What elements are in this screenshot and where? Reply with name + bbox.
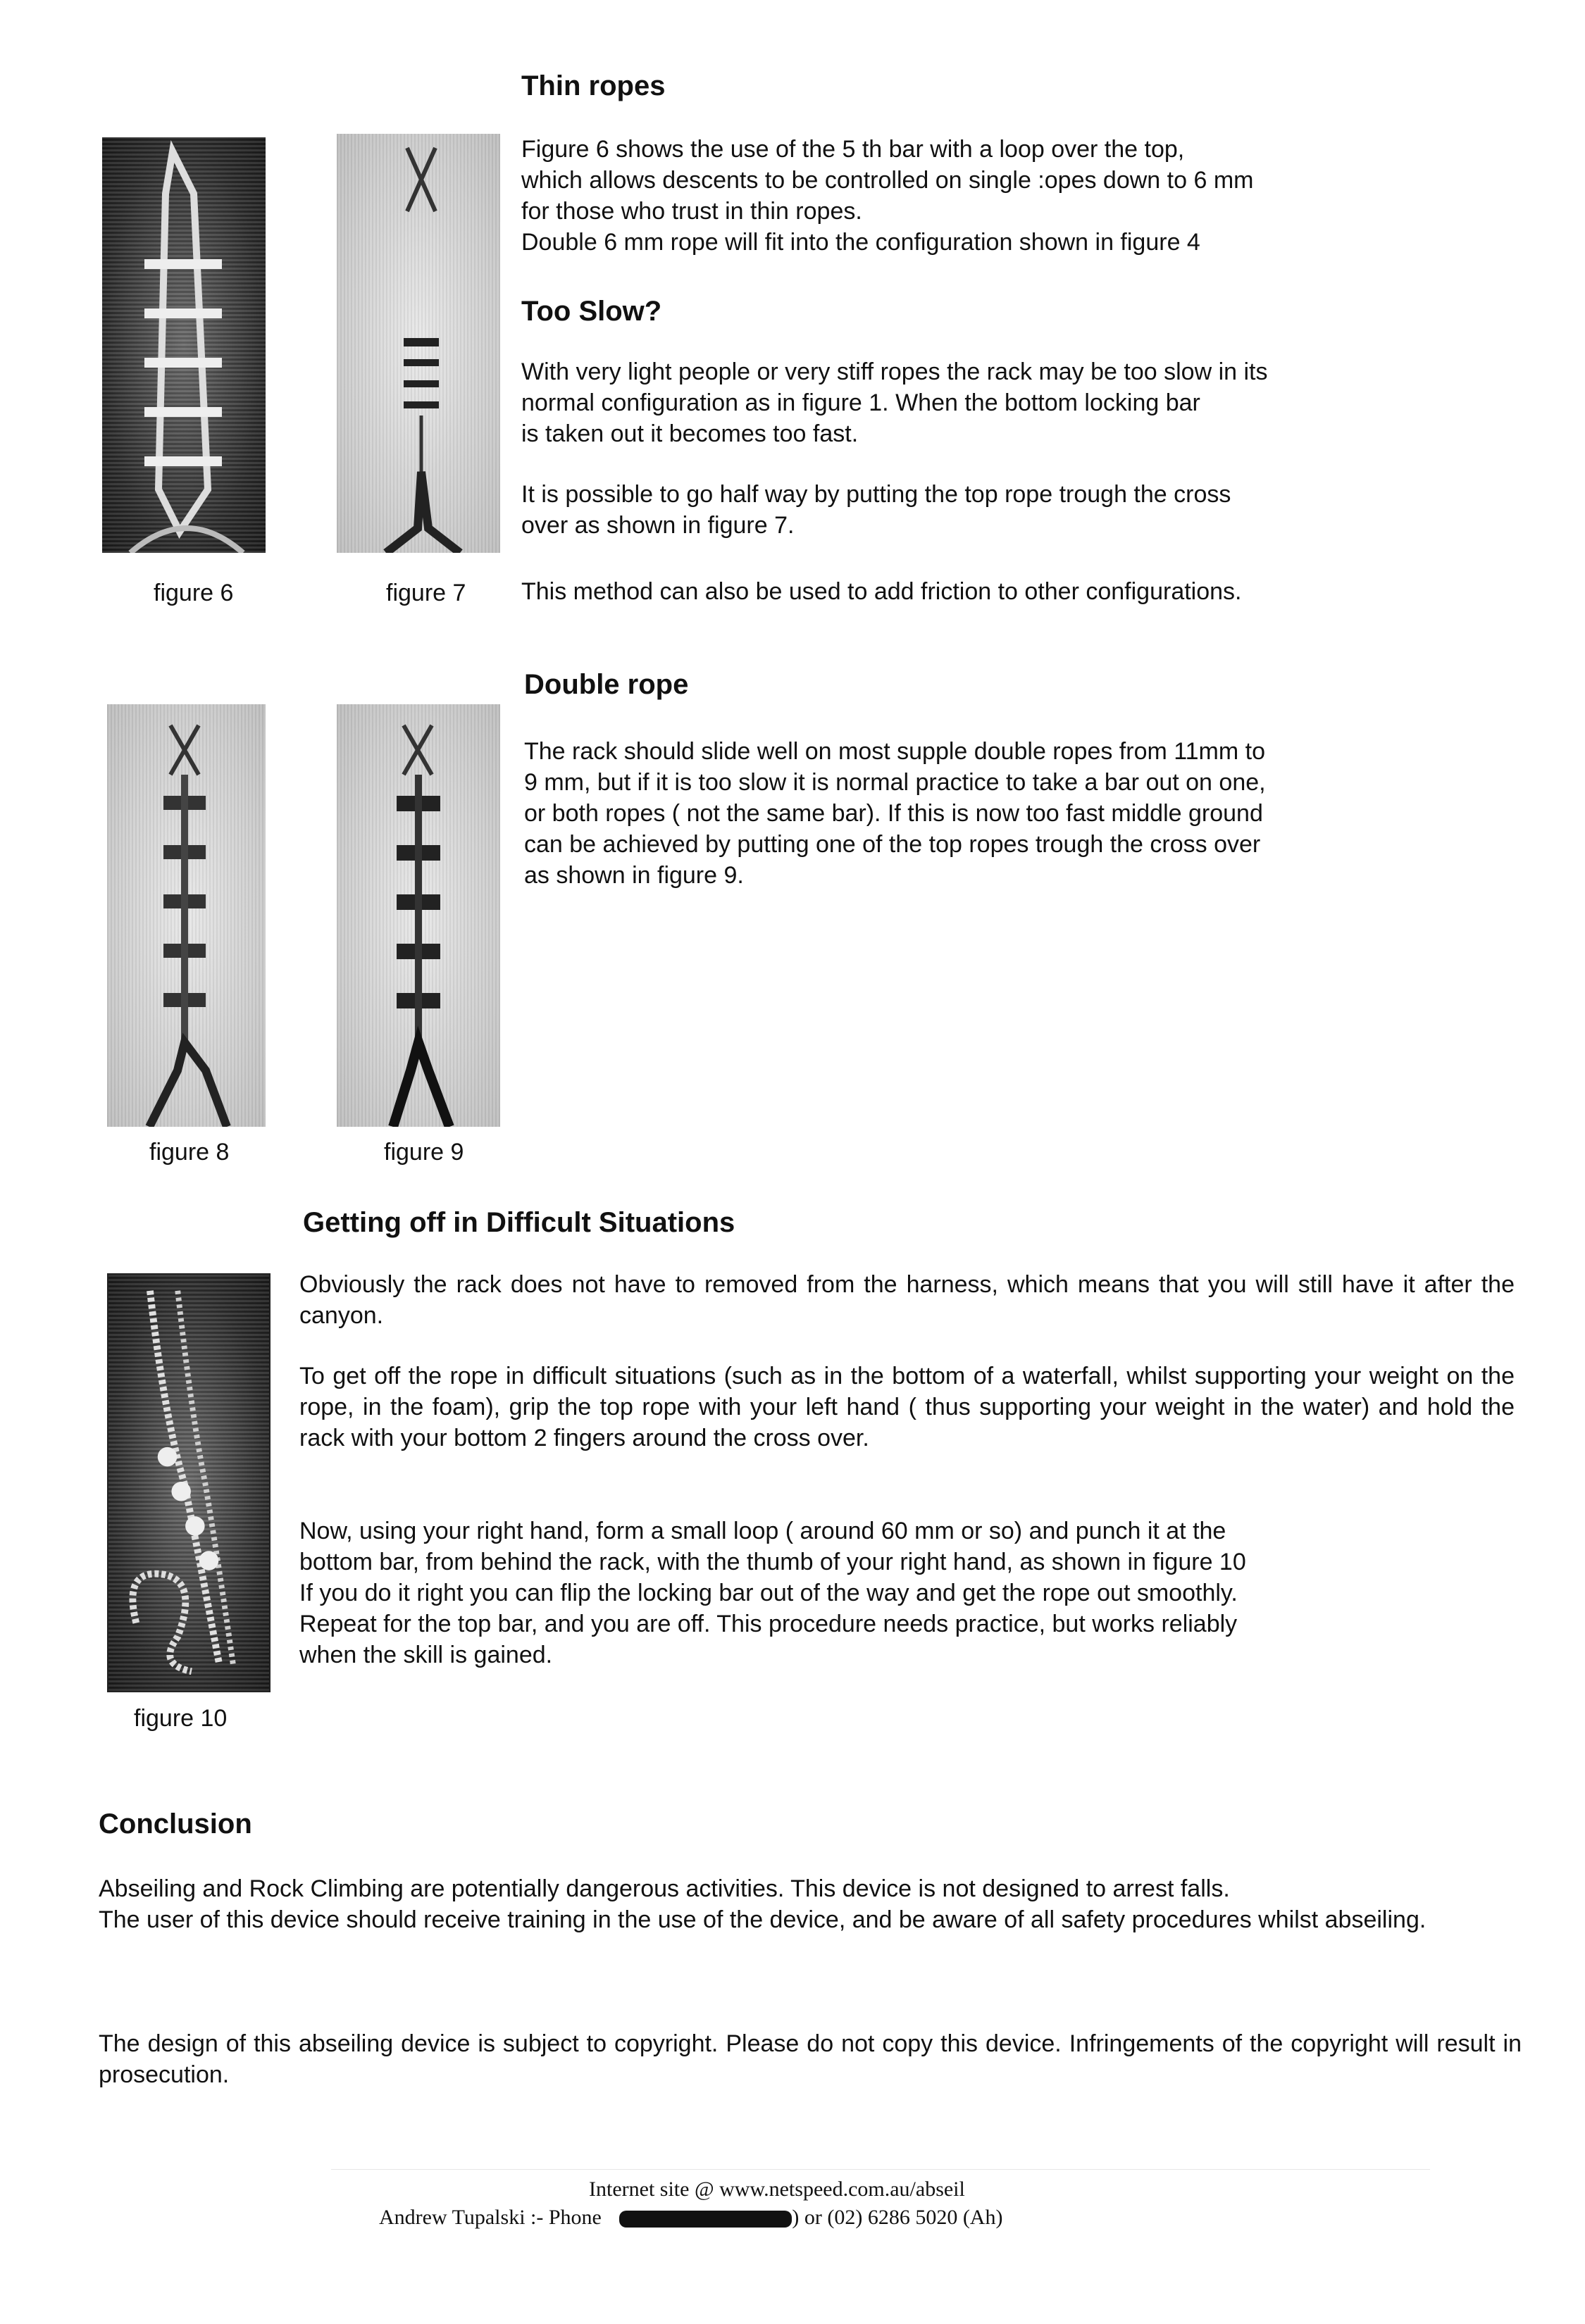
getting-off-para-2: [299, 1361, 1515, 1454]
redacted-phone: [619, 2211, 792, 2228]
too-slow-p1-line-1: With very light people or very stiff ropes the rack may be too slow in its: [521, 358, 1268, 385]
figure-10-caption: figure 10: [134, 1705, 228, 1732]
thin-ropes-text: [521, 134, 1253, 258]
footer-contact: [379, 2204, 1002, 2231]
conclusion-p2: The design of this abseiling device is subject to copyright. Please do not copy this device. Infringements of the copyright will result in prosecution.: [99, 2030, 1522, 2088]
conclusion-para-1: [99, 1873, 1522, 1904]
double-rope-text: [524, 736, 1266, 891]
heading-double-rope: Double rope: [524, 669, 689, 700]
too-slow-p2-line-2: over as shown in figure 7.: [521, 512, 795, 539]
getting-off-p3-line-4: Repeat for the top bar, and you are off. This procedure needs practice, but works reliably: [299, 1611, 1238, 1637]
rack-device-icon: [337, 134, 500, 553]
heading-getting-off: Getting off in Difficult Situations: [303, 1207, 735, 1238]
conclusion-para-1-rest: [99, 1904, 1522, 1935]
rack-device-icon: [107, 704, 266, 1127]
rack-device-icon: [337, 704, 500, 1127]
thin-ropes-line-2: which allows descents to be controlled on single :opes down to 6 mm: [521, 167, 1254, 194]
heading-too-slow: Too Slow?: [521, 296, 662, 327]
footer-rule: [331, 2169, 1430, 2170]
too-slow-para-1: [521, 356, 1267, 449]
footer-contact-suffix: ) or (02) 6286 5020 (Ah): [792, 2206, 1003, 2229]
figure-9-photo: [337, 704, 500, 1127]
too-slow-p2-line-1: It is possible to go half way by putting the top rope trough the cross: [521, 481, 1231, 508]
getting-off-p3-line-2: bottom bar, from behind the rack, with the thumb of your right hand, as shown in figure 10: [299, 1549, 1246, 1575]
getting-off-para-3: [299, 1516, 1246, 1670]
getting-off-para-1: [299, 1269, 1515, 1331]
thin-ropes-line-3: for those who trust in thin ropes.: [521, 198, 862, 225]
too-slow-para-2: [521, 479, 1231, 541]
heading-conclusion: Conclusion: [99, 1808, 252, 1839]
double-rope-line-4: can be achieved by putting one of the top ropes trough the cross over: [524, 831, 1261, 858]
too-slow-p1-line-2: normal configuration as in figure 1. When the bottom locking bar: [521, 389, 1200, 416]
getting-off-p3-line-5: when the skill is gained.: [299, 1642, 553, 1668]
conclusion-p1-line-1: Abseiling and Rock Climbing are potentially dangerous activities. This device is not designed to arrest falls.: [99, 1875, 1230, 1902]
too-slow-p1-line-3: is taken out it becomes too fast.: [521, 420, 859, 447]
conclusion-para-2: [99, 2028, 1522, 2090]
conclusion-p1-rest: The user of this device should receive training in the use of the device, and be aware of all safety procedures whilst abseiling.: [99, 1906, 1426, 1933]
heading-thin-ropes: Thin ropes: [521, 70, 666, 101]
figure-8-caption: figure 8: [149, 1139, 230, 1166]
thin-ropes-line-1: Figure 6 shows the use of the 5 th bar with a loop over the top,: [521, 136, 1185, 163]
rack-device-icon: [102, 137, 266, 553]
figure-8-photo: [107, 704, 266, 1127]
figure-10-photo: [107, 1273, 271, 1692]
getting-off-p3-line-1: Now, using your right hand, form a small loop ( around 60 mm or so) and punch it at the: [299, 1518, 1226, 1544]
getting-off-p2: To get off the rope in difficult situations (such as in the bottom of a waterfall, whilst supporting your weight on the rope, in the foam), grip the top rope with your left hand ( thus supporting your weight in the water) and hold the rack with your bottom 2 fingers around the cross over.: [299, 1363, 1515, 1451]
figure-6-caption: figure 6: [154, 580, 234, 606]
getting-off-p1: Obviously the rack does not have to removed from the harness, which means that you will still have it after the canyon.: [299, 1271, 1515, 1329]
figure-7-caption: figure 7: [386, 580, 466, 606]
footer-internet-site: Internet site @ www.netspeed.com.au/abseil: [589, 2178, 965, 2201]
figure-9-caption: figure 9: [384, 1139, 464, 1166]
double-rope-line-1: The rack should slide well on most supple double ropes from 11mm to: [524, 738, 1265, 765]
double-rope-line-5: as shown in figure 9.: [524, 862, 744, 889]
too-slow-p3-line: This method can also be used to add friction to other configurations.: [521, 578, 1242, 605]
getting-off-p3-line-3: If you do it right you can flip the locking bar out of the way and get the rope out smoothly.: [299, 1580, 1238, 1606]
double-rope-line-3: or both ropes ( not the same bar). If this is now too fast middle ground: [524, 800, 1263, 827]
too-slow-para-3: [521, 576, 1242, 607]
footer-contact-prefix: Andrew Tupalski :- Phone: [379, 2206, 602, 2229]
double-rope-line-2: 9 mm, but if it is too slow it is normal practice to take a bar out on one,: [524, 769, 1266, 796]
rope-loop-icon: [108, 1275, 269, 1691]
thin-ropes-line-4: Double 6 mm rope will fit into the configuration shown in figure 4: [521, 229, 1200, 256]
figure-7-photo: [337, 134, 500, 553]
figure-6-photo: [102, 137, 266, 553]
